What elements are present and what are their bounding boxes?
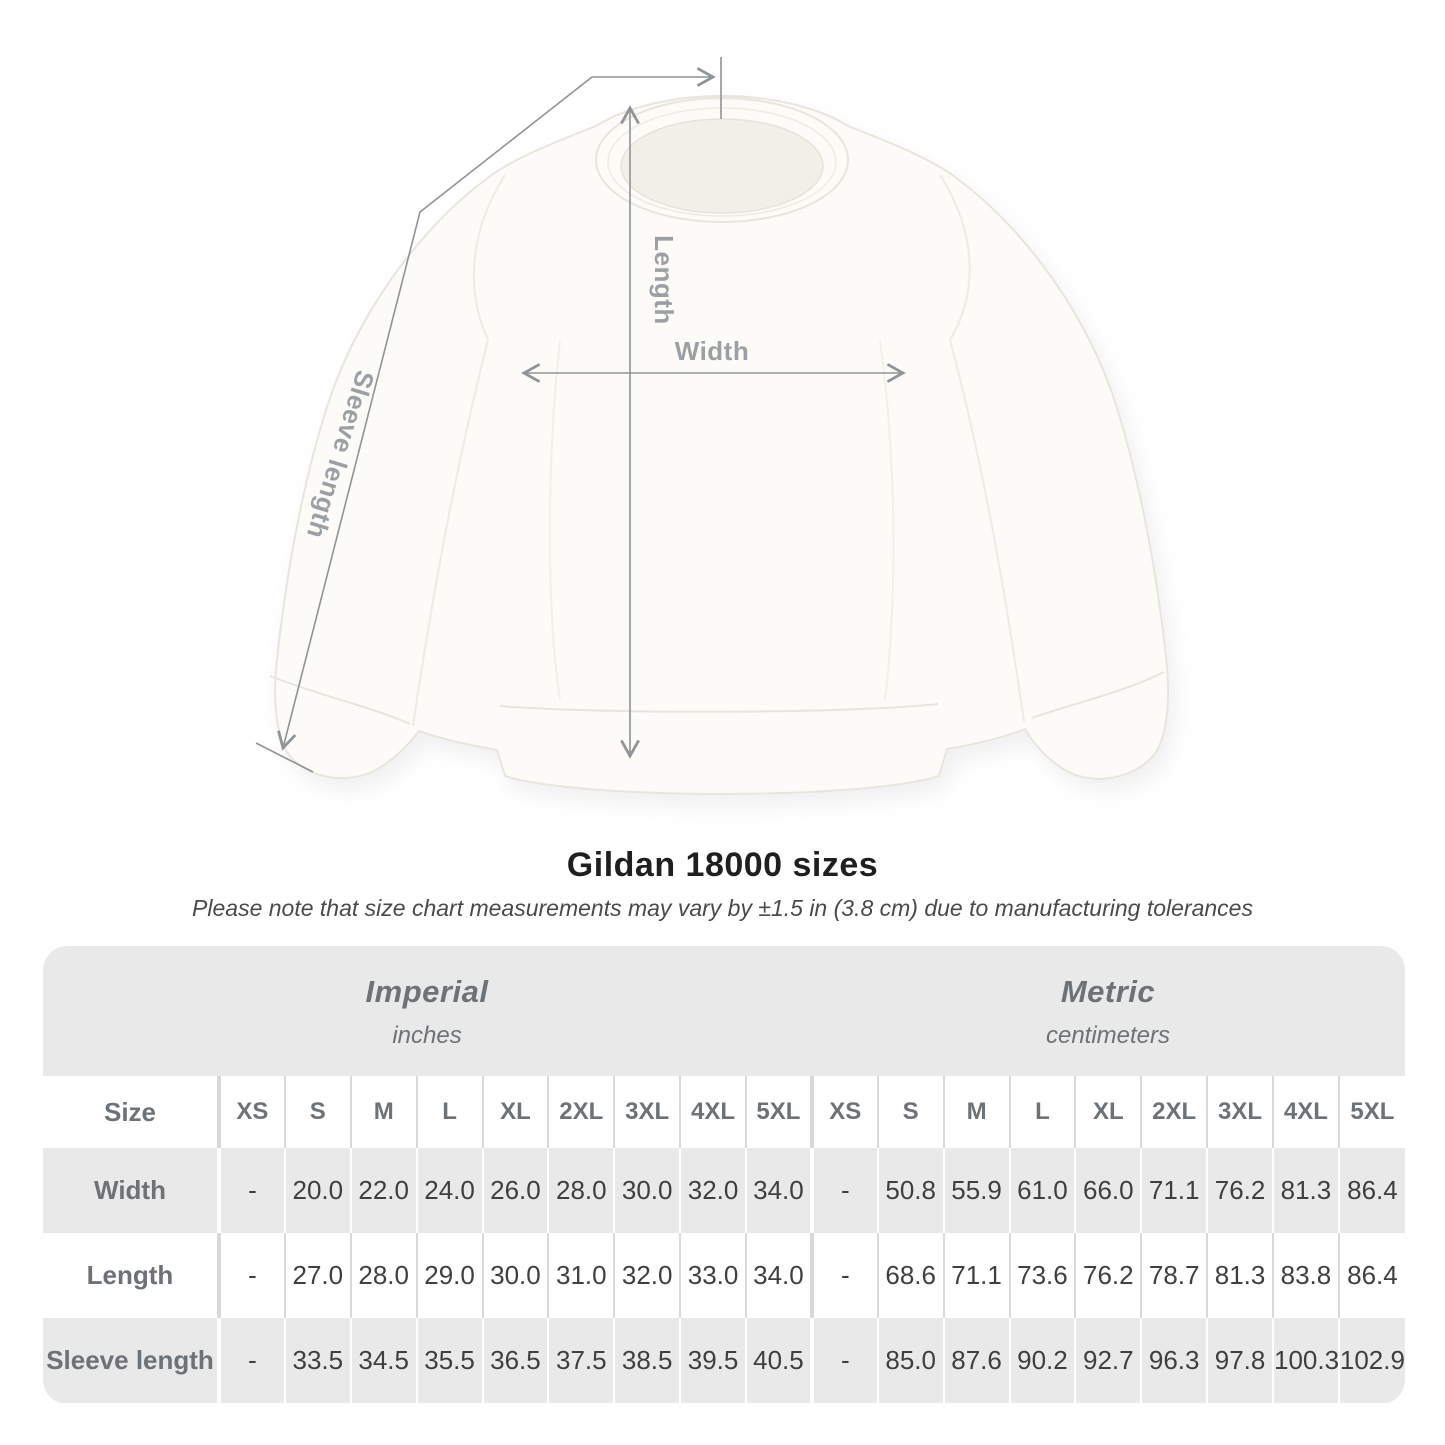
metric-value: 73.6 [1010,1233,1076,1318]
metric-unit: centimeters [1045,1022,1171,1049]
col-header-imperial-m: M [351,1076,417,1148]
col-header-metric-l: L [1010,1076,1076,1148]
metric-value: 102.9 [1339,1318,1405,1403]
metric-section-header [811,946,1405,1076]
imperial-value: 34.5 [351,1318,417,1403]
imperial-value: 26.0 [483,1148,549,1233]
col-header-metric-s: S [878,1076,944,1148]
metric-label: Metric [1060,974,1156,1009]
col-header-imperial-5xl: 5XL [746,1076,812,1148]
imperial-value: 35.5 [417,1318,483,1403]
metric-value: 55.9 [944,1148,1010,1233]
col-header-imperial-2xl: 2XL [548,1076,614,1148]
imperial-value: 34.0 [746,1233,812,1318]
size-header-row [43,1076,1405,1148]
imperial-value: 39.5 [680,1318,746,1403]
row-label: Length [86,1260,174,1290]
imperial-value: 40.5 [746,1318,812,1403]
metric-value: 87.6 [944,1318,1010,1403]
size-column-header: Size [103,1096,157,1127]
col-header-metric-3xl: 3XL [1207,1076,1273,1148]
col-header-imperial-xs: XS [219,1076,285,1148]
col-header-metric-2xl: 2XL [1141,1076,1207,1148]
units-header-band [43,946,1405,1076]
metric-value: 78.7 [1141,1233,1207,1318]
sleeve-length-label: Sleeve length [300,366,381,543]
metric-value: 81.3 [1207,1233,1273,1318]
col-header-imperial-3xl: 3XL [614,1076,680,1148]
measurement-row-sleeve-length [43,1318,1405,1403]
metric-value: 90.2 [1010,1318,1076,1403]
col-header-imperial-l: L [417,1076,483,1148]
size-chart-table [43,946,1405,1404]
metric-value: 100.3 [1273,1318,1339,1403]
metric-value: 86.4 [1339,1148,1405,1233]
imperial-unit: inches [392,1022,462,1049]
metric-value: 92.7 [1075,1318,1141,1403]
imperial-value: 22.0 [351,1148,417,1233]
imperial-value: 38.5 [614,1318,680,1403]
imperial-value: 32.0 [614,1233,680,1318]
sweatshirt-illustration [270,96,1168,794]
imperial-value: 27.0 [285,1233,351,1318]
col-header-imperial-4xl: 4XL [680,1076,746,1148]
metric-value: 71.1 [944,1233,1010,1318]
metric-value: 68.6 [878,1233,944,1318]
imperial-value: 24.0 [417,1148,483,1233]
metric-value: - [812,1233,878,1318]
page-title: Gildan 18000 sizes [566,846,879,884]
metric-value: 61.0 [1010,1148,1076,1233]
imperial-value: 20.0 [285,1148,351,1233]
measurement-row-length [43,1233,1405,1318]
tolerance-note: Please note that size chart measurements may vary by ±1.5 in (3.8 cm) due to manufacturing tolerances [192,895,1253,921]
imperial-value: 28.0 [351,1233,417,1318]
measurement-row-width [43,1148,1405,1233]
imperial-value: 31.0 [548,1233,614,1318]
imperial-value: - [219,1148,285,1233]
imperial-label: Imperial [365,974,489,1009]
metric-value: 81.3 [1273,1148,1339,1233]
imperial-value: 30.0 [483,1233,549,1318]
metric-value: 50.8 [878,1148,944,1233]
collar-inside [621,119,823,213]
imperial-value: 36.5 [483,1318,549,1403]
col-header-imperial-xl: XL [483,1076,549,1148]
col-header-metric-xl: XL [1075,1076,1141,1148]
size-grid [43,1076,1405,1403]
imperial-value: 34.0 [746,1148,812,1233]
imperial-section-header [43,946,811,1076]
col-header-metric-4xl: 4XL [1273,1076,1339,1148]
metric-value: 76.2 [1207,1148,1273,1233]
metric-value: 71.1 [1141,1148,1207,1233]
metric-value: 97.8 [1207,1318,1273,1403]
imperial-value: 29.0 [417,1233,483,1318]
metric-value: 96.3 [1141,1318,1207,1403]
metric-value: 76.2 [1075,1233,1141,1318]
metric-value: 86.4 [1339,1233,1405,1318]
col-header-metric-xs: XS [812,1076,878,1148]
imperial-value: 30.0 [614,1148,680,1233]
col-header-metric-m: M [944,1076,1010,1148]
imperial-value: 33.5 [285,1318,351,1403]
metric-value: - [812,1148,878,1233]
metric-value: - [812,1318,878,1403]
imperial-value: 33.0 [680,1233,746,1318]
row-label: Sleeve length [46,1345,214,1375]
metric-value: 66.0 [1075,1148,1141,1233]
imperial-value: 28.0 [548,1148,614,1233]
imperial-value: 37.5 [548,1318,614,1403]
col-header-metric-5xl: 5XL [1339,1076,1405,1148]
imperial-value: 32.0 [680,1148,746,1233]
imperial-value: - [219,1233,285,1318]
metric-value: 83.8 [1273,1233,1339,1318]
width-label: Width [674,336,750,366]
imperial-value: - [219,1318,285,1403]
col-header-imperial-s: S [285,1076,351,1148]
metric-value: 85.0 [878,1318,944,1403]
row-label: Width [94,1175,166,1205]
length-label: Length [649,235,679,325]
